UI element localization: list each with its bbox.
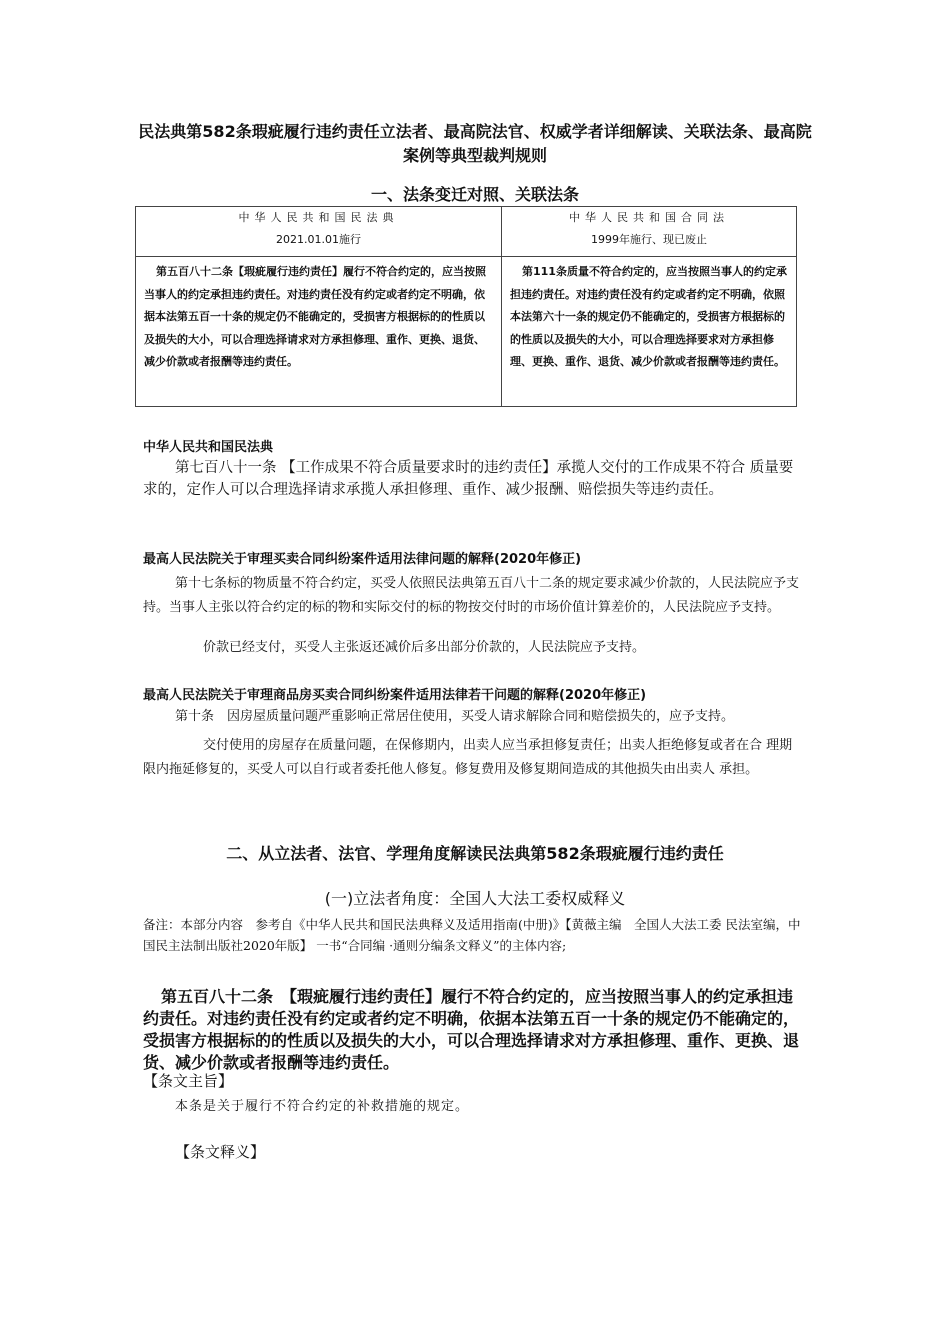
law1-text: 第七百八十一条 【工作成果不符合质量要求时的违约责任】承揽人交付的工作成果不符合 质量要求的，定作人可以合理选择请求承揽人承担修理、重作、减少报酬、赔偿损失等违约责任。 bbox=[143, 460, 794, 498]
left-law-text: 第五百八十二条【瑕疵履行违约责任】履行不符合约定的，应当按照当事人的约定承担违约责任。对违约责任没有约定或者约定不明确，依据本法第五百一十条的规定仍不能确定的，受损害方根据标的的性质以及损失的大小，可以合理选择请求对方承担修理、重作、更换、退货、减少价款或者报酬等违约责任。 bbox=[144, 265, 486, 368]
document-title: 民法典第582条瑕疵履行违约责任立法者、最高院法官、权威学者详细解读、关联法条、最高院案例等典型裁判规则 bbox=[138, 122, 812, 165]
table-header-right bbox=[502, 207, 797, 257]
law2-heading: 最高人民法院关于审理买卖合同纠纷案件适用法律问题的解释(2020年修正) bbox=[143, 552, 582, 567]
law2-paragraph-2: 价款已经支付，买受人主张返还减价后多出部分价款的，人民法院应予支持。 bbox=[203, 640, 646, 655]
article-582-text: 第五百八十二条 【瑕疵履行违约责任】履行不符合约定的，应当按照当事人的约定承担违约责任。对违约责任没有约定或者约定不明确，依据本法第五百一十条的规定仍不能确定的，受损害方根据标的的性质以及损失的大小，可以合理选择请求对方承担修理、重作、更换、退货、减少价款或者报酬等违约责任。 bbox=[143, 987, 800, 1072]
law3-paragraph-1: 第十条 因房屋质量问题严重影响正常居住使用，买受人请求解除合同和赔偿损失的，应予支持。 bbox=[175, 709, 735, 724]
left-law-date: 2021.01.01施行 bbox=[276, 233, 361, 246]
table-cell-right bbox=[502, 257, 797, 407]
comparison-table bbox=[135, 206, 797, 407]
table-cell-left bbox=[136, 257, 502, 407]
table-header-left bbox=[136, 207, 502, 257]
section2-heading: 二、从立法者、法官、学理角度解读民法典第582条瑕疵履行违约责任 bbox=[226, 844, 724, 863]
gist-text: 本条是关于履行不符合约定的补救措施的规定。 bbox=[175, 1099, 470, 1114]
right-law-name: 中华人民共和国合同法 bbox=[569, 211, 729, 224]
interpretation-label: 【条文释义】 bbox=[175, 1143, 266, 1161]
law1-heading: 中华人民共和国民法典 bbox=[143, 440, 274, 455]
source-note: 备注：本部分内容 参考自《中华人民共和国民法典释义及适用指南(中册)》【黄薇主编 全国人大法工委 民法室编，中国民主法制出版社2020年版】 一书“合同编 ·通则分编条文释义”的主体内容; bbox=[143, 917, 801, 953]
left-law-name: 中华人民共和国民法典 bbox=[238, 211, 399, 224]
subsection-heading: (一)立法者角度：全国人大法工委权威释义 bbox=[324, 889, 626, 908]
right-law-date: 1999年施行、现已废止 bbox=[591, 233, 707, 246]
right-law-text: 第111条质量不符合约定的，应当按照当事人的约定承担违约责任。对违约责任没有约定或者约定不明确，依照本法第六十一条的规定仍不能确定的，受损害方根据标的的性质以及损失的大小，可以合理选择要求对方承担修理、更换、重作、退货、减少价款或者报酬等违约责任。 bbox=[510, 265, 787, 368]
law3-heading: 最高人民法院关于审理商品房买卖合同纠纷案件适用法律若干问题的解释(2020年修正) bbox=[143, 688, 647, 703]
gist-label: 【条文主旨】 bbox=[143, 1072, 234, 1090]
law3-paragraph-2: 交付使用的房屋存在质量问题，在保修期内，出卖人应当承担修复责任；出卖人拒绝修复或者在合 理期限内拖延修复的，买受人可以自行或者委托他人修复。修复费用及修复期间造成的其他损失由出卖人 承担。 bbox=[143, 738, 793, 777]
section1-heading: 一、法条变迁对照、关联法条 bbox=[370, 185, 579, 204]
law2-paragraph-1: 第十七条标的物质量不符合约定，买受人依照民法典第五百八十二条的规定要求减少价款的，人民法院应予支持。当事人主张以符合约定的标的物和实际交付的标的物按交付时的市场价值计算差价的，人民法院应予支持。 bbox=[143, 576, 800, 615]
